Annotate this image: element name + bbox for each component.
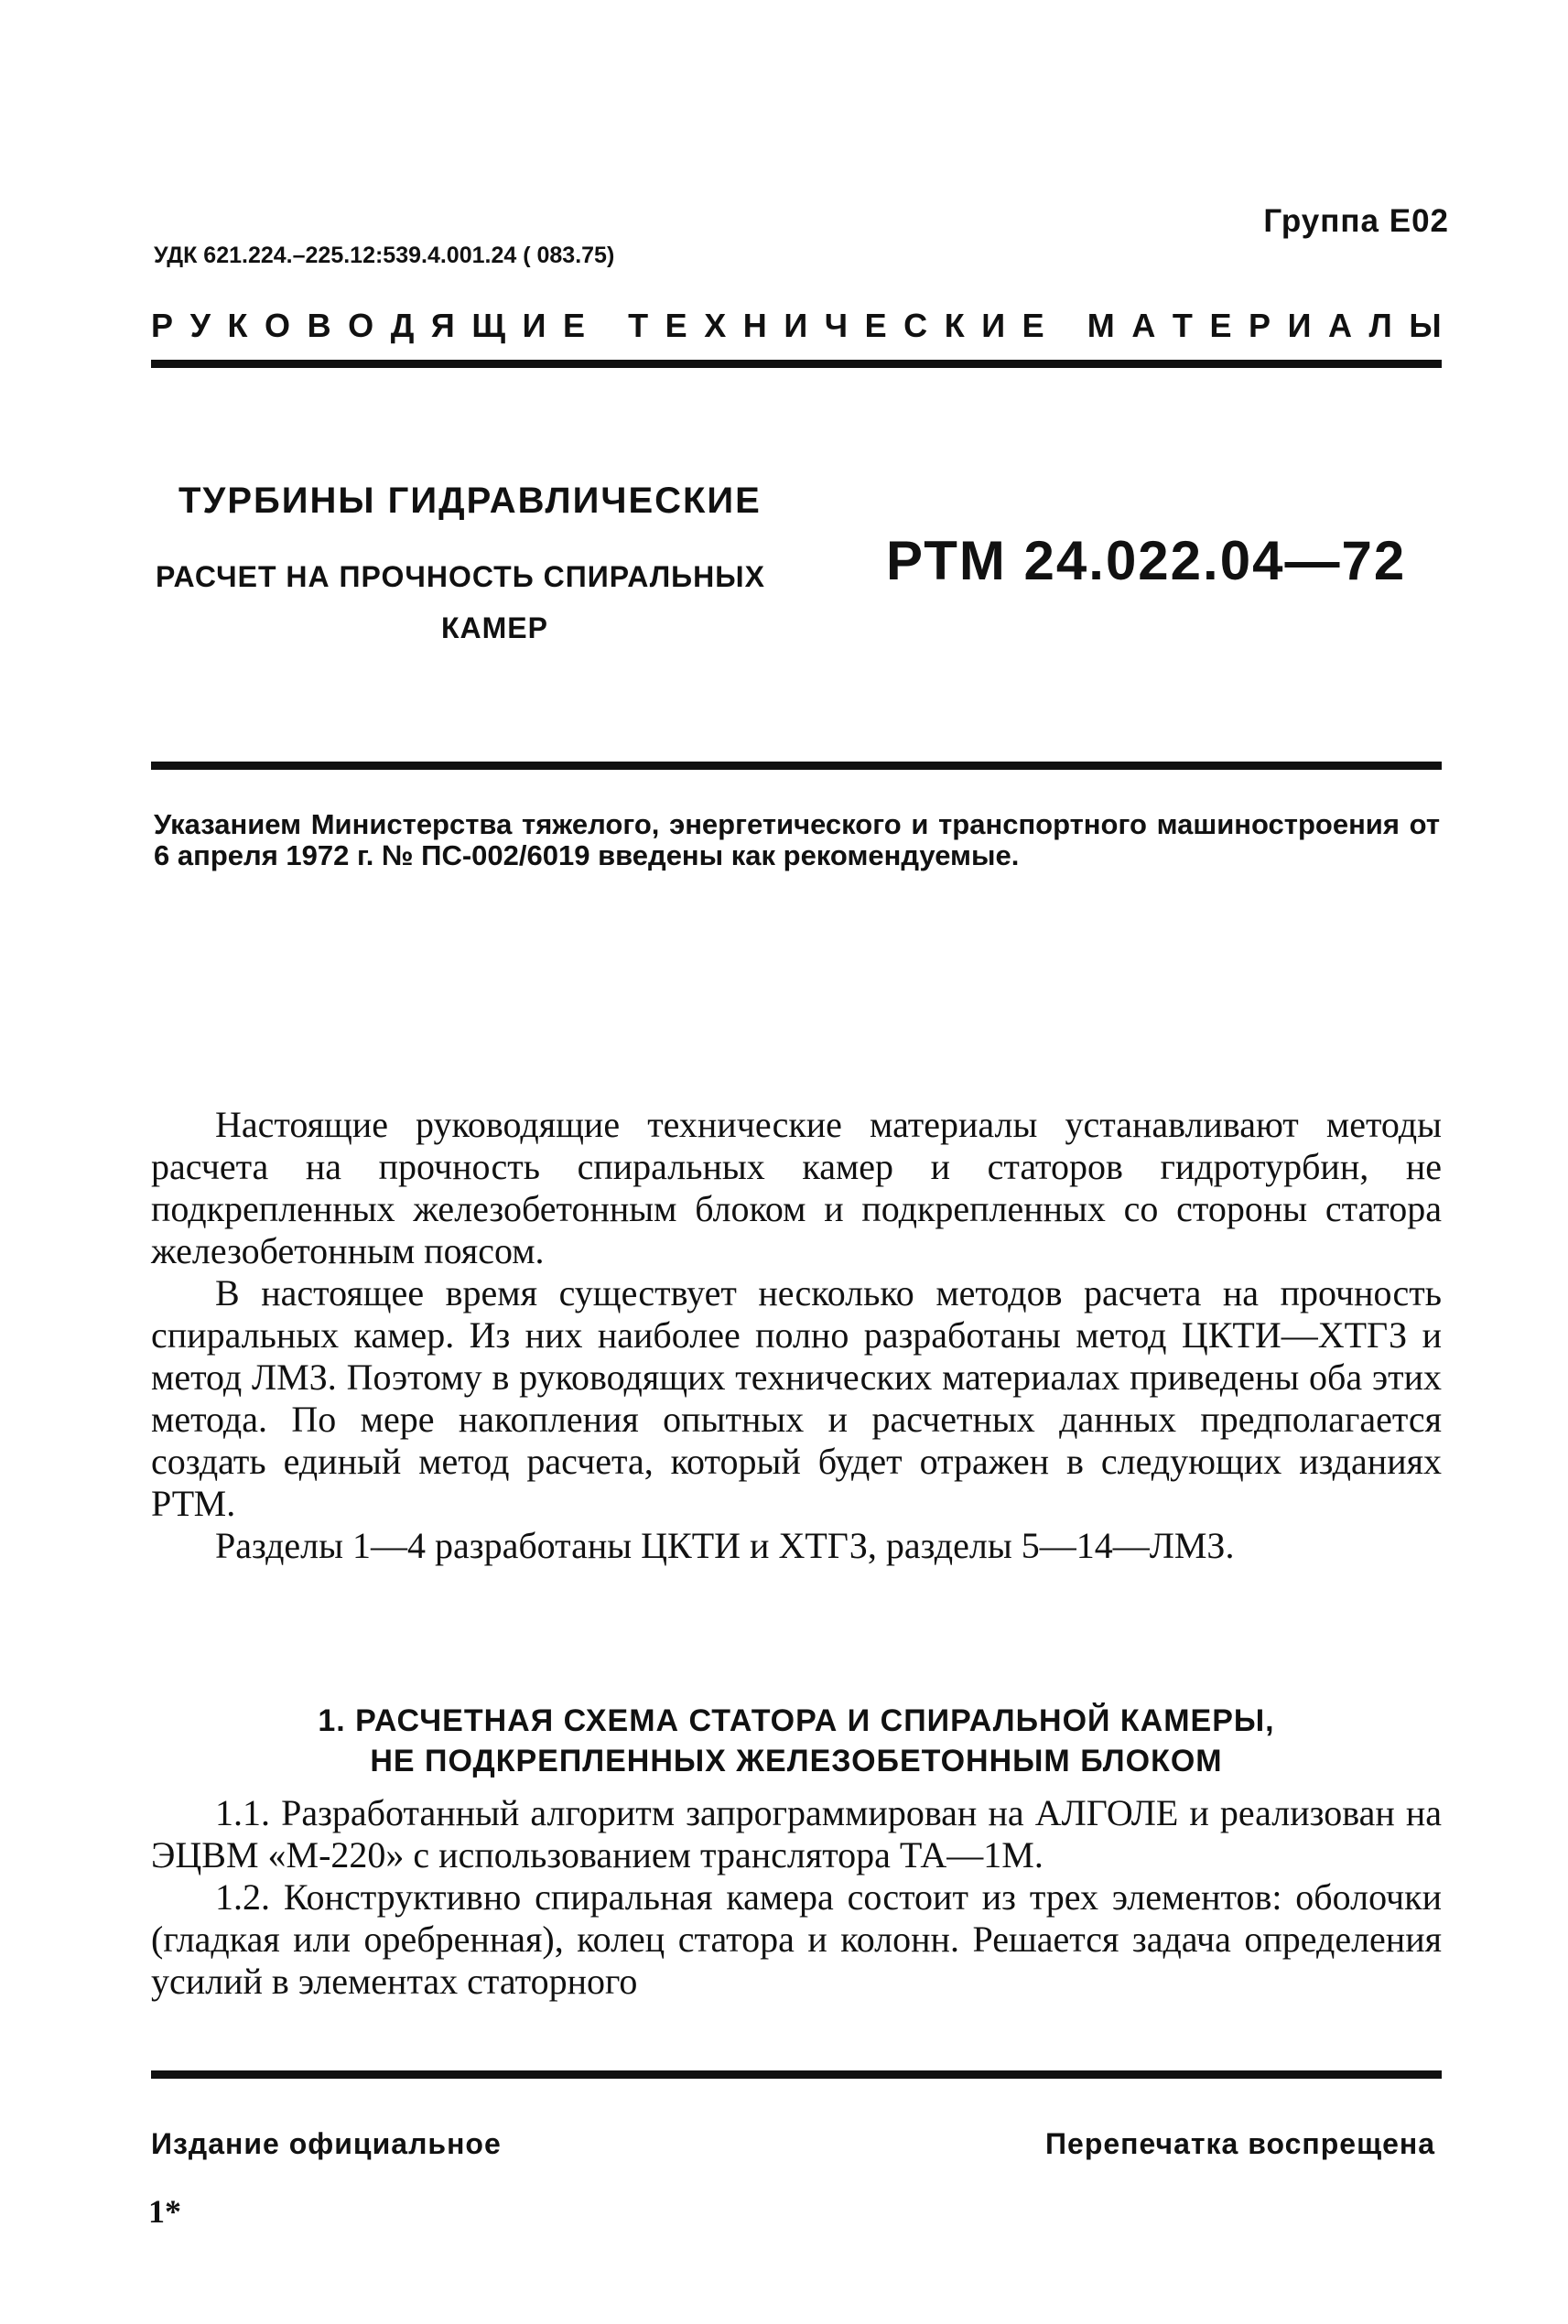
page-mark: 1* xyxy=(148,2193,181,2230)
series-letter: Н xyxy=(742,307,767,344)
section-paragraph: 1.2. Конструктивно спиральная камера состоит из трех элементов: оболочки (гладкая или оребренная), колец статора и колонн. Решается задача определения усилий в элементах статорного xyxy=(151,1876,1442,2002)
series-letter: У xyxy=(189,307,211,344)
section-heading-line: НЕ ПОДКРЕПЛЕННЫХ ЖЕЛЕЗОБЕТОННЫМ БЛОКОМ xyxy=(370,1744,1223,1778)
group-code: Группа Е02 xyxy=(1263,203,1449,239)
series-letter: Р xyxy=(1249,307,1271,344)
series-letter: Е xyxy=(1022,307,1044,344)
series-letter: В xyxy=(307,307,331,344)
document-code: РТМ 24.022.04—72 xyxy=(886,530,1407,591)
section-paragraph: 1.1. Разработанный алгоритм запрограммирован на АЛГОЛЕ и реализован на ЭЦВМ «М-220» с использованием транслятора ТА—1М. xyxy=(151,1792,1442,1875)
footer-rule xyxy=(151,2070,1442,2079)
series-letter: И xyxy=(1287,307,1312,344)
series-letter: Ч xyxy=(824,307,849,344)
series-letter: Е xyxy=(864,307,887,344)
intro-text xyxy=(151,1104,1442,1567)
series-letter: Х xyxy=(704,307,727,344)
intro-paragraph: В настоящее время существует несколько методов расчета на прочность спиральных камер. Из них наиболее полно разработаны метод ЦКТИ—ХТГЗ и метод ЛМЗ. Поэтому в руководящих технических материалах приведены оба этих метода. По мере накопления опытных и расчетных данных предполагается создать единый метод расчета, который будет отражен в следующих изданиях РТМ. xyxy=(151,1272,1442,1524)
section-heading-line: 1. РАСЧЕТНАЯ СХЕМА СТАТОРА И СПИРАЛЬНОЙ КАМЕРЫ, xyxy=(318,1703,1275,1738)
reprint-notice: Перепечатка воспрещена xyxy=(1045,2127,1435,2160)
series-letter xyxy=(602,307,611,345)
series-letter: И xyxy=(784,307,808,344)
series-letter: Р xyxy=(151,307,174,344)
series-letter: Т xyxy=(628,307,649,344)
series-letter: С xyxy=(903,307,928,344)
series-letter: М xyxy=(1087,307,1115,344)
approval-notice: Указанием Министерства тяжелого, энергетического и транспортного машиностроения от 6 апреля 1972 г. № ПС-002/6019 введены как рекомендуемые. xyxy=(154,808,1440,871)
header-rule xyxy=(151,360,1442,368)
series-letter xyxy=(1061,307,1070,345)
edition-label: Издание официальное xyxy=(151,2127,502,2160)
series-letter: О xyxy=(265,307,291,344)
section-heading xyxy=(151,1701,1442,1781)
series-letter: К xyxy=(227,307,248,344)
intro-paragraph: Настоящие руководящие технические материалы устанавливают методы расчета на прочность спиральных камер и статоров гидротурбин, не подкрепленных железобетонным блоком и подкрепленных со стороны статора железобетонным поясом. xyxy=(151,1104,1442,1271)
series-letter: А xyxy=(1131,307,1156,344)
series-title xyxy=(151,307,1442,345)
series-letter: О xyxy=(348,307,374,344)
series-letter: Е xyxy=(563,307,586,344)
series-letter: И xyxy=(522,307,546,344)
series-letter: Ы xyxy=(1409,307,1442,344)
section-text xyxy=(151,1792,1442,2003)
doc-title-main: ТУРБИНЫ ГИДРАВЛИЧЕСКИЕ xyxy=(178,481,762,521)
series-letter: Щ xyxy=(471,307,506,344)
series-letter: Л xyxy=(1368,307,1392,344)
udc-code: УДК 621.224.–225.12:539.4.001.24 ( 083.75) xyxy=(154,243,615,268)
series-letter: И xyxy=(981,307,1006,344)
doc-title-sub-2: КАМЕР xyxy=(441,611,548,644)
doc-title-sub: РАСЧЕТ НА ПРОЧНОСТЬ СПИРАЛЬНЫХ xyxy=(156,560,765,593)
series-letter: Е xyxy=(665,307,687,344)
series-letter: Д xyxy=(390,307,415,344)
series-letter: А xyxy=(1327,307,1352,344)
series-letter: К xyxy=(944,307,965,344)
series-letter: Е xyxy=(1209,307,1232,344)
intro-paragraph: Разделы 1—4 разработаны ЦКТИ и ХТГЗ, разделы 5—14—ЛМЗ. xyxy=(215,1525,1235,1566)
series-letter: Я xyxy=(430,307,455,344)
title-rule xyxy=(151,762,1442,770)
series-letter: Т xyxy=(1172,307,1193,344)
